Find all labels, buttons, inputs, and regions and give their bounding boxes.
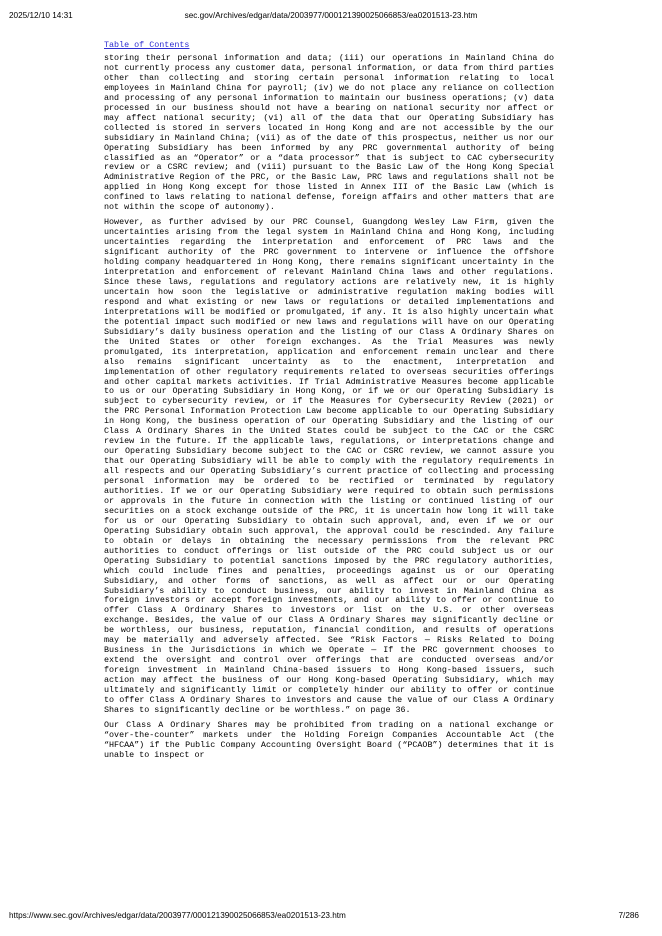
print-datetime: 2025/12/10 14:31: [9, 11, 73, 20]
print-footer-url: https://www.sec.gov/Archives/edgar/data/2003977/000121390025066853/ea0201513-23.htm: [9, 911, 346, 920]
paragraph-2: However, as further advised by our PRC Counsel, Guangdong Wesley Law Firm, given the uncertainties arising from the legal system in Mainland China and Hong Kong, including uncertainties regarding the interpretation and enforcement of PRC laws and the significant authority of the PRC government to intervene or influence the offshore holding company headquartered in Hong Kong, there remains significant uncertainty in the interpretation and enforcement of relevant Mainland China laws and other regulations. Since these laws, regulations and regulatory actions are relatively new, it is highly uncertain how soon the legislative or administrative regulation making bodies will respond and what existing or new laws or regulations or detailed implementations and interpretations will be modified or promulgated, if any. It is also highly uncertain what the potential impact such modified or new laws and regulations will have on our Operating Subsidiary’s daily business operation and the listing of our Class A Ordinary Shares on the United States or other foreign exchanges. As the Trial Measures was newly promulgated, its interpretation, application and enforcement remain unclear and there also remains significant uncertainty as to the enactment, interpretation and implementation of other regulatory requirements related to overseas securities offerings and other capital markets activities. If Trial Administrative Measures become applicable to us or our Operating Subsidiary in Hong Kong, or if we or our Operating Subsidiary is subject to cybersecurity review, or if the Measures for Cybersecurity Review (2021) or the PRC Personal Information Protection Law become applicable to our Operating Subsidiary in Hong Kong, the business operation of our Operating Subsidiary and the listing of our Class A Ordinary Shares in the United States could be subject to the CAC or the CSRC review in the future. If the applicable laws, regulations, or interpretations change and our Operating Subsidiary become subject to the CAC or CSRC review, we cannot assure you that our Operating Subsidiary will be able to comply with the regulatory requirements in all respects and our Operating Subsidiary’s current practice of collecting and processing personal information may be ordered to be rectified or terminated by regulatory authorities. If we or our Operating Subsidiary were required to obtain such permissions or approvals in the future in connection with the listing or continued listing of our securities on a stock exchange outside of the PRC, it is uncertain how long it will take for us or our Operating Subsidiary to obtain such approval, and, even if we or our Operating Subsidiary obtain such approval, the approval could be rescinded. Any failure to obtain or delays in obtaining the necessary permissions from the relevant PRC authorities to conduct offerings or list outside of the PRC could subject us or our Operating Subsidiary to potential sanctions imposed by the PRC regulatory authorities, which could include fines and penalties, proceedings against us or our Operating Subsidiary, and other forms of sanctions, as well as affect our or our Operating Subsidiary’s ability to conduct business, our ability to invest in Mainland China as foreign investors or accept foreign investments, and our ability to offer or continue to offer Class A Ordinary Shares to investors or list on the U.S. or other overseas exchange. Besides, the value of our Class A Ordinary Shares may significantly decline or be worthless, our business, reputation, financial condition, and results of operations may be materially and adversely affected. See “Risk Factors — Risks Related to Doing Business in the Jurisdictions in which we Operate — If the PRC government chooses to extend the oversight and control over offerings that are conducted overseas and/or foreign investment in Mainland China-based issuers to Hong Kong-based issuers, such action may affect the business of our Hong Kong-based Operating Subsidiary, which may ultimately and significantly limit or completely hinder our ability to offer or continue to offer Class A Ordinary Shares to investors and cause the value of our Class A Ordinary Shares to significantly decline or be worthless.” on page 36.: [104, 217, 554, 715]
print-footer: [0, 911, 662, 923]
print-header: [0, 11, 662, 23]
print-header-url: sec.gov/Archives/edgar/data/2003977/000121390025066853/ea0201513-23.htm: [184, 11, 478, 20]
paragraph-1: storing their personal information and data; (iii) our operations in Mainland China do not currently process any customer data, personal information, or data from third parties other than collecting and storing certain personal information relating to local employees in Mainland China for payroll; (iv) we do not place any reliance on collection and processing of any personal information to maintain our business operations; (v) data processed in our business should not have a bearing on national security nor affect or may affect national security; (vi) all of the data that our Operating Subsidiary has collected is stored in servers located in Hong Kong and are not accessible by the our subsidiary in Mainland China; (vii) as of the date of this prospectus, neither us nor our Operating Subsidiary has been informed by any PRC governmental authority of being classified as an “Operator” or a “data processor” that is subject to CAC cybersecurity review or a CSRC review; and (viii) pursuant to the Basic Law of the Hong Kong Special Administrative Region of the PRC, or the Basic Law, PRC laws and regulations shall not be applied in Hong Kong except for those listed in Annex III of the Basic Law (which is confined to laws relating to national defense, foreign affairs and other matters that are not within the scope of autonomy).: [104, 53, 554, 213]
document-body: [104, 54, 554, 766]
page-counter: 7/286: [618, 911, 639, 920]
table-of-contents-link[interactable]: Table of Contents: [104, 40, 190, 50]
paragraph-3: Our Class A Ordinary Shares may be prohibited from trading on a national exchange or “over-the-counter” markets under the Holding Foreign Companies Accountable Act (the “HFCAA”) if the Public Company Accounting Oversight Board (“PCAOB”) determines that it is unable to inspect or: [104, 719, 554, 760]
